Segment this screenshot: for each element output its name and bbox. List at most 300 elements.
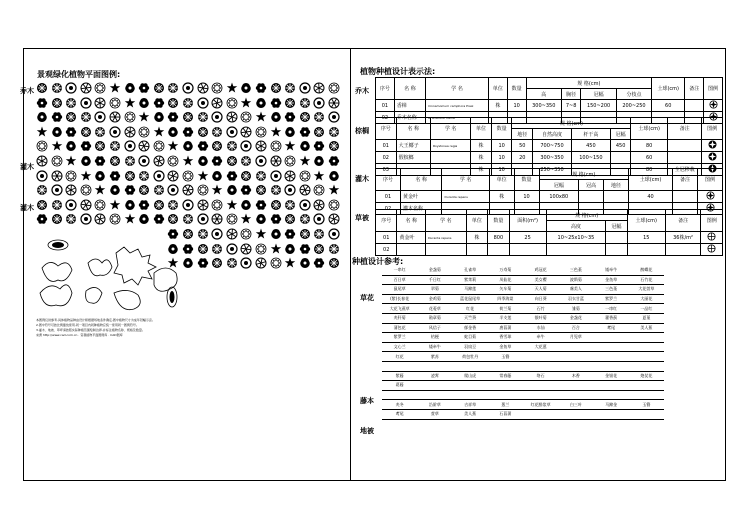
plant-symbol-icon: [270, 155, 282, 169]
plant-symbol-icon: [197, 257, 209, 271]
header-cell: 土球(cm): [627, 210, 665, 232]
table-cell: 40: [629, 191, 673, 203]
plant-name: 沿阶草: [417, 400, 452, 410]
plant-name: 木香: [558, 371, 593, 381]
plant-name: [629, 390, 664, 400]
plant-name: [523, 352, 558, 362]
header-cell: 备注: [667, 118, 701, 140]
plant-name: [594, 390, 629, 400]
plant-symbol-icon: [182, 82, 194, 96]
plant-symbol-icon: [299, 126, 311, 140]
plant-symbol-icon: [197, 228, 209, 242]
table-cell: [627, 244, 665, 256]
plant-symbol-icon: [226, 155, 238, 169]
plant-symbol-icon: [226, 111, 238, 125]
plant-symbol-icon: [270, 257, 282, 271]
plant-name: 鸢尾: [594, 323, 629, 333]
plant-symbol-icon: [299, 243, 311, 257]
plant-symbol-icon: [167, 155, 179, 169]
plant-symbol-icon: [255, 199, 267, 213]
plant-symbol-icon: [313, 184, 325, 198]
plant-name: 荷包牡丹: [453, 352, 488, 362]
plant-symbol-icon: [182, 155, 194, 169]
plant-name: 麦冬: [382, 400, 417, 410]
plant-symbol-icon: [153, 213, 165, 227]
plant-symbol-icon: [328, 213, 340, 227]
legend-cell: [702, 152, 723, 164]
plant-name: 蓝花鼠尾草: [453, 294, 488, 304]
plant-symbol-icon: [197, 155, 209, 169]
plant-symbol-icon: [138, 184, 150, 198]
plant-name: [417, 381, 452, 391]
table-cell: 株: [488, 100, 507, 112]
plant-symbol-icon: [109, 170, 121, 184]
table-cell: 250~350: [533, 164, 572, 176]
plant-name: 美女樱: [523, 275, 558, 285]
table-cell: 株: [471, 152, 492, 164]
plant-symbol-icon: [51, 155, 63, 169]
header-cell: 序号: [376, 118, 397, 140]
plant-name: [453, 361, 488, 371]
table-row: [376, 232, 723, 244]
plant-name: [594, 361, 629, 371]
list-item: [382, 352, 664, 362]
plant-symbol-icon: [270, 184, 282, 198]
plant-name: 萱草: [417, 409, 452, 419]
header-cell: 学 名: [426, 78, 489, 100]
plant-name: [382, 390, 417, 400]
reference-plant-list: [382, 266, 664, 420]
plant-symbol-icon: [255, 228, 267, 242]
plant-symbol-icon: [197, 97, 209, 111]
plant-name: 醉蝶花: [629, 266, 664, 275]
plant-symbol-icon: [153, 111, 165, 125]
plant-symbol-icon: [182, 213, 194, 227]
plant-symbol-icon: [284, 199, 296, 213]
plant-symbol-icon: [240, 213, 252, 227]
plant-symbol-icon: [299, 199, 311, 213]
header-cell: 规 格(cm): [539, 169, 629, 180]
table-cell: [667, 140, 701, 152]
plant-symbol-icon: [167, 213, 179, 227]
legend-cell: [701, 244, 723, 256]
plant-name: 紫茉莉: [453, 275, 488, 285]
header-cell: 图例: [704, 78, 723, 100]
plant-symbol-icon: [240, 155, 252, 169]
plant-symbol-icon: [65, 97, 77, 111]
plant-name: 美人蕉: [453, 409, 488, 419]
plant-symbol-icon: [313, 126, 325, 140]
plant-symbol-icon: [313, 82, 325, 96]
plant-name: 天竺葵: [453, 313, 488, 323]
plant-name: [594, 381, 629, 391]
table-cell: 10~25x10~35: [546, 232, 606, 244]
plant-symbol-icon: [313, 140, 325, 154]
plant-name: 美人蕉: [629, 323, 664, 333]
plant-name: 蛇目菊: [453, 333, 488, 343]
plant-name: 天人菊: [523, 285, 558, 295]
plant-symbol-icon: [197, 199, 209, 213]
table-cell: 株: [471, 164, 492, 176]
table-cell: 株: [489, 191, 514, 203]
legend-cell: [698, 191, 723, 203]
plant-name: 金鱼草: [488, 342, 523, 352]
table-cell: 02: [376, 112, 395, 124]
plant-symbol-icon: [328, 140, 340, 154]
ref-category-flowers: 草花: [360, 294, 374, 302]
plant-symbol-icon: [284, 126, 296, 140]
table-cell: 15: [627, 232, 665, 244]
table-cell: 100x80: [539, 191, 579, 203]
plant-symbol-icon: [94, 213, 106, 227]
plant-symbol-icon: [51, 213, 63, 227]
plant-symbol-icon: [270, 82, 282, 96]
plant-symbol-icon: [65, 213, 77, 227]
table-cell: 大王椰子: [396, 140, 430, 152]
table-cell: 乔木名称: [394, 112, 425, 124]
plant-name: 玉簪: [629, 400, 664, 410]
plant-symbol-icon: [299, 228, 311, 242]
table-cell: Duranta repens: [442, 191, 489, 203]
plant-symbol-icon: [270, 199, 282, 213]
plant-name: [594, 352, 629, 362]
subheader-cell: 冠高: [579, 180, 604, 191]
header-cell: 学 名: [431, 118, 471, 140]
plant-symbol-icon: [313, 257, 325, 271]
plant-name: [453, 381, 488, 391]
header-cell: 土球(cm): [631, 118, 667, 140]
plant-symbol-icon: [153, 140, 165, 154]
plant-symbol-icon: [80, 170, 92, 184]
plant-symbol-icon: [80, 140, 92, 154]
plant-symbol-icon: [211, 199, 223, 213]
plant-symbol-icon: [94, 140, 106, 154]
table-row: [376, 191, 723, 203]
plant-symbol-icon: [94, 170, 106, 184]
plant-name: 向日葵: [523, 294, 558, 304]
plant-symbol-icon: [240, 97, 252, 111]
plant-name: 翠菊: [417, 285, 452, 295]
plant-symbol-icon: [255, 257, 267, 271]
header-cell: 数量: [491, 118, 512, 140]
plant-name: 牵牛: [523, 333, 558, 343]
plant-symbol-icon: [313, 170, 325, 184]
plant-symbol-icon: [182, 184, 194, 198]
plant-name: 金盏花: [558, 313, 593, 323]
plant-symbol-icon: [153, 199, 165, 213]
header-cell: 学 名: [426, 210, 467, 232]
plant-symbol-icon: [226, 243, 238, 257]
table-cell: 36株/m²: [665, 232, 701, 244]
plant-symbol-icon: [138, 199, 150, 213]
table-row: [376, 100, 723, 112]
plant-symbol-icon: [80, 82, 92, 96]
plant-name: [523, 381, 558, 391]
plant-symbol-icon: [109, 213, 121, 227]
plant-symbol-icon: [36, 199, 48, 213]
plant-name: 银叶菊: [523, 313, 558, 323]
plant-symbol-icon: [270, 213, 282, 227]
list-item: [382, 266, 664, 275]
plant-symbol-icon: [255, 111, 267, 125]
list-item: [382, 275, 664, 285]
list-item: [382, 390, 664, 400]
plant-symbol-icon: [153, 184, 165, 198]
header-cell: 图例: [702, 118, 723, 140]
ref-category-groundcover: 地被: [360, 427, 374, 435]
legend-cell: [701, 232, 723, 244]
plant-name: [558, 352, 593, 362]
list-item: [382, 313, 664, 323]
plant-symbol-icon: [124, 155, 136, 169]
ground-symbol-icon: [707, 232, 716, 241]
table-cell: [673, 191, 698, 203]
plant-name: 矮牵牛: [417, 342, 452, 352]
plant-symbol-icon: [109, 184, 121, 198]
plant-symbol-icon: [270, 228, 282, 242]
plant-name: 大花萱草: [629, 285, 664, 295]
plant-symbol-icon: [211, 97, 223, 111]
ground-symbol-icon: [707, 244, 716, 253]
note-line: 本图例仅供参考,具体植物品种由设计师根据场地条件确定,图中植物尺寸为成年冠幅示意。: [36, 318, 155, 322]
plant-symbol-icon: [138, 155, 150, 169]
plant-name: 三色堇: [594, 285, 629, 295]
plant-symbol-icon: [167, 111, 179, 125]
plant-name: [558, 342, 593, 352]
table-row: [376, 140, 723, 152]
plant-symbol-icon: [284, 140, 296, 154]
table-cell: A. scientific name: [426, 112, 489, 124]
plant-symbol-icon: [65, 199, 77, 213]
plant-name: 郁金香: [453, 323, 488, 333]
label-shrubs-1: 灌木: [20, 163, 34, 171]
header-cell: 备注: [665, 210, 701, 232]
table-cell: 7~8: [561, 100, 580, 112]
plant-name: [523, 390, 558, 400]
plant-symbol-icon: [153, 82, 165, 96]
shrubs-spec-table: [375, 168, 723, 215]
plant-name: 白三叶: [558, 400, 593, 410]
plant-symbol-icon: [153, 126, 165, 140]
plant-symbol-icon: [328, 199, 340, 213]
palm-symbol-icon: [708, 140, 717, 149]
table-cell: Duranta repens: [426, 232, 467, 244]
subheader-cell: 冠幅: [581, 89, 616, 100]
plant-symbol-icon: [65, 140, 77, 154]
plant-symbol-icon: [65, 155, 77, 169]
header-cell: 名 称: [397, 210, 426, 232]
plant-symbol-icon: [270, 243, 282, 257]
table-cell: 700~750: [533, 140, 572, 152]
table-cell: 20: [512, 152, 533, 164]
table-cell: 株: [471, 140, 492, 152]
table-cell: 01: [376, 232, 397, 244]
header-cell: 数量: [514, 169, 539, 191]
plant-symbol-icon: [51, 170, 63, 184]
legend-cell: [704, 100, 723, 112]
plant-symbol-icon: [109, 140, 121, 154]
plant-name: 万寿菊: [488, 266, 523, 275]
plant-name: 鸢尾: [382, 409, 417, 419]
plant-symbol-icon: [284, 228, 296, 242]
list-item: [382, 304, 664, 314]
plant-name: 络石: [523, 371, 558, 381]
header-cell: 单位: [466, 210, 487, 232]
plant-symbol-icon: [124, 140, 136, 154]
plant-name: [488, 381, 523, 391]
header-cell: 土球(cm): [629, 169, 673, 191]
plant-name: 矢车菊: [488, 285, 523, 295]
table-cell: 01: [376, 191, 401, 203]
header-cell: 名 称: [400, 169, 442, 191]
legend-notes: [36, 318, 276, 338]
plant-symbol-icon: [328, 228, 340, 242]
header-cell: 规 格(cm): [526, 78, 652, 89]
table-cell: 300~350: [533, 152, 572, 164]
plant-symbol-icon: [226, 228, 238, 242]
plant-name: 大花飞燕草: [382, 304, 417, 314]
plant-name: [453, 390, 488, 400]
header-cell: 图例: [698, 169, 723, 191]
plant-symbol-icon: [109, 126, 121, 140]
plant-symbol-icon: [153, 170, 165, 184]
plant-symbol-icon: [299, 140, 311, 154]
plant-name: 孔雀草: [453, 266, 488, 275]
header-cell: 单位: [488, 78, 507, 100]
plant-symbol-icon: [36, 184, 48, 198]
subheader-cell: 高: [526, 89, 561, 100]
plant-symbol-icon: [94, 155, 106, 169]
plant-symbol-icon: [211, 170, 223, 184]
plant-symbol-icon: [167, 170, 179, 184]
plant-name: 三色堇: [558, 266, 593, 275]
plant-name: 半支莲: [488, 313, 523, 323]
label-trees: 乔木: [20, 87, 34, 95]
plant-symbol-icon: [51, 111, 63, 125]
plant-symbol-icon: [328, 243, 340, 257]
plant-symbol-icon: [138, 170, 150, 184]
plant-symbol-icon: [240, 82, 252, 96]
plant-symbol-icon: [65, 170, 77, 184]
plant-name: 波斯菊: [558, 275, 593, 285]
plant-name: 水仙: [523, 323, 558, 333]
plant-symbol-icon: [182, 97, 194, 111]
plant-symbol-icon: [270, 97, 282, 111]
table-cell: [685, 100, 704, 112]
plant-name: 鼠尾草: [382, 285, 417, 295]
header-cell: 备注: [685, 78, 704, 100]
table-row: [376, 152, 723, 164]
table-cell: 150~200: [581, 100, 616, 112]
plant-symbol-icon: [124, 213, 136, 227]
table-cell: 80: [631, 164, 667, 176]
plant-symbol-icon: [36, 126, 48, 140]
plant-name: 大丽花: [629, 294, 664, 304]
plant-symbol-icon: [167, 140, 179, 154]
plant-symbol-icon: [138, 126, 150, 140]
plant-symbol-icon: [80, 213, 92, 227]
plant-symbol-icon: [284, 155, 296, 169]
list-item: [382, 361, 664, 371]
plant-name: 石竹: [523, 304, 558, 314]
plant-symbol-icon: [80, 97, 92, 111]
plant-symbol-icon: [299, 170, 311, 184]
plant-name: [382, 361, 417, 371]
plant-symbol-icon: [197, 170, 209, 184]
plant-symbol-icon: [138, 82, 150, 96]
subheader-cell: 地径: [512, 129, 533, 140]
plant-symbol-icon: [36, 170, 48, 184]
plant-symbol-icon: [255, 243, 267, 257]
plant-symbol-icon: [153, 97, 165, 111]
plant-symbol-icon: [240, 243, 252, 257]
plant-symbol-icon: [167, 199, 179, 213]
plant-name: 紫苏: [417, 352, 452, 362]
category-ground: 草被: [355, 214, 369, 222]
plant-symbol-icon: [197, 243, 209, 257]
plant-name: 香雪球: [488, 333, 523, 343]
table-cell: 灌木名称: [400, 203, 442, 215]
table-cell: 01: [376, 140, 397, 152]
table-cell: 10: [507, 100, 526, 112]
plant-name: 花菱草: [417, 304, 452, 314]
plant-symbol-icon: [226, 170, 238, 184]
plant-symbol-icon: [197, 126, 209, 140]
plant-symbol-icon: [138, 111, 150, 125]
table-cell: 01: [376, 100, 395, 112]
plant-name: 大花葱: [523, 342, 558, 352]
plant-name: 紫罗兰: [382, 333, 417, 343]
plant-symbol-icon: [299, 184, 311, 198]
plant-name: 雏菊: [558, 304, 593, 314]
plant-symbol-icon: [65, 126, 77, 140]
plant-symbol-icon: [240, 257, 252, 271]
plant-symbol-icon: [255, 82, 267, 96]
subheader-cell: 胸径: [561, 89, 580, 100]
plant-symbol-icon: [109, 199, 121, 213]
table-cell: [397, 244, 426, 256]
header-cell: 数量: [488, 210, 509, 232]
header-cell: 土球(cm): [652, 78, 685, 100]
table-cell: [488, 244, 509, 256]
plant-symbol-icon: [284, 82, 296, 96]
plant-symbol-icon: [255, 97, 267, 111]
plant-symbol-icon: [94, 126, 106, 140]
header-cell: 序号: [376, 210, 397, 232]
plant-symbol-icon: [211, 126, 223, 140]
plant-symbol-icon: [240, 170, 252, 184]
plant-name: [417, 390, 452, 400]
plant-name: [558, 381, 593, 391]
plant-symbol-icon: [36, 140, 48, 154]
plant-name: 千日红: [417, 275, 452, 285]
plant-name: 葛藤: [382, 381, 417, 391]
plant-symbol-icon: [284, 111, 296, 125]
plant-symbol-icon: [36, 82, 48, 96]
plant-symbol-icon: [167, 97, 179, 111]
plant-symbol-icon: [328, 170, 340, 184]
list-item: [382, 342, 664, 352]
plant-name: [629, 352, 664, 362]
note-line: 2.图中符号可按比例缩放使用,同一项目内同种植物应统一使用同一图例符号。: [36, 323, 139, 327]
plant-name: 麦秆菊: [382, 313, 417, 323]
plant-symbol-icon: [284, 97, 296, 111]
plant-symbol-icon: [284, 243, 296, 257]
table-cell: 100~150: [571, 152, 610, 164]
plant-symbol-icon: [182, 126, 194, 140]
plant-symbol-icon: [226, 257, 238, 271]
plant-symbol-icon: [51, 126, 63, 140]
